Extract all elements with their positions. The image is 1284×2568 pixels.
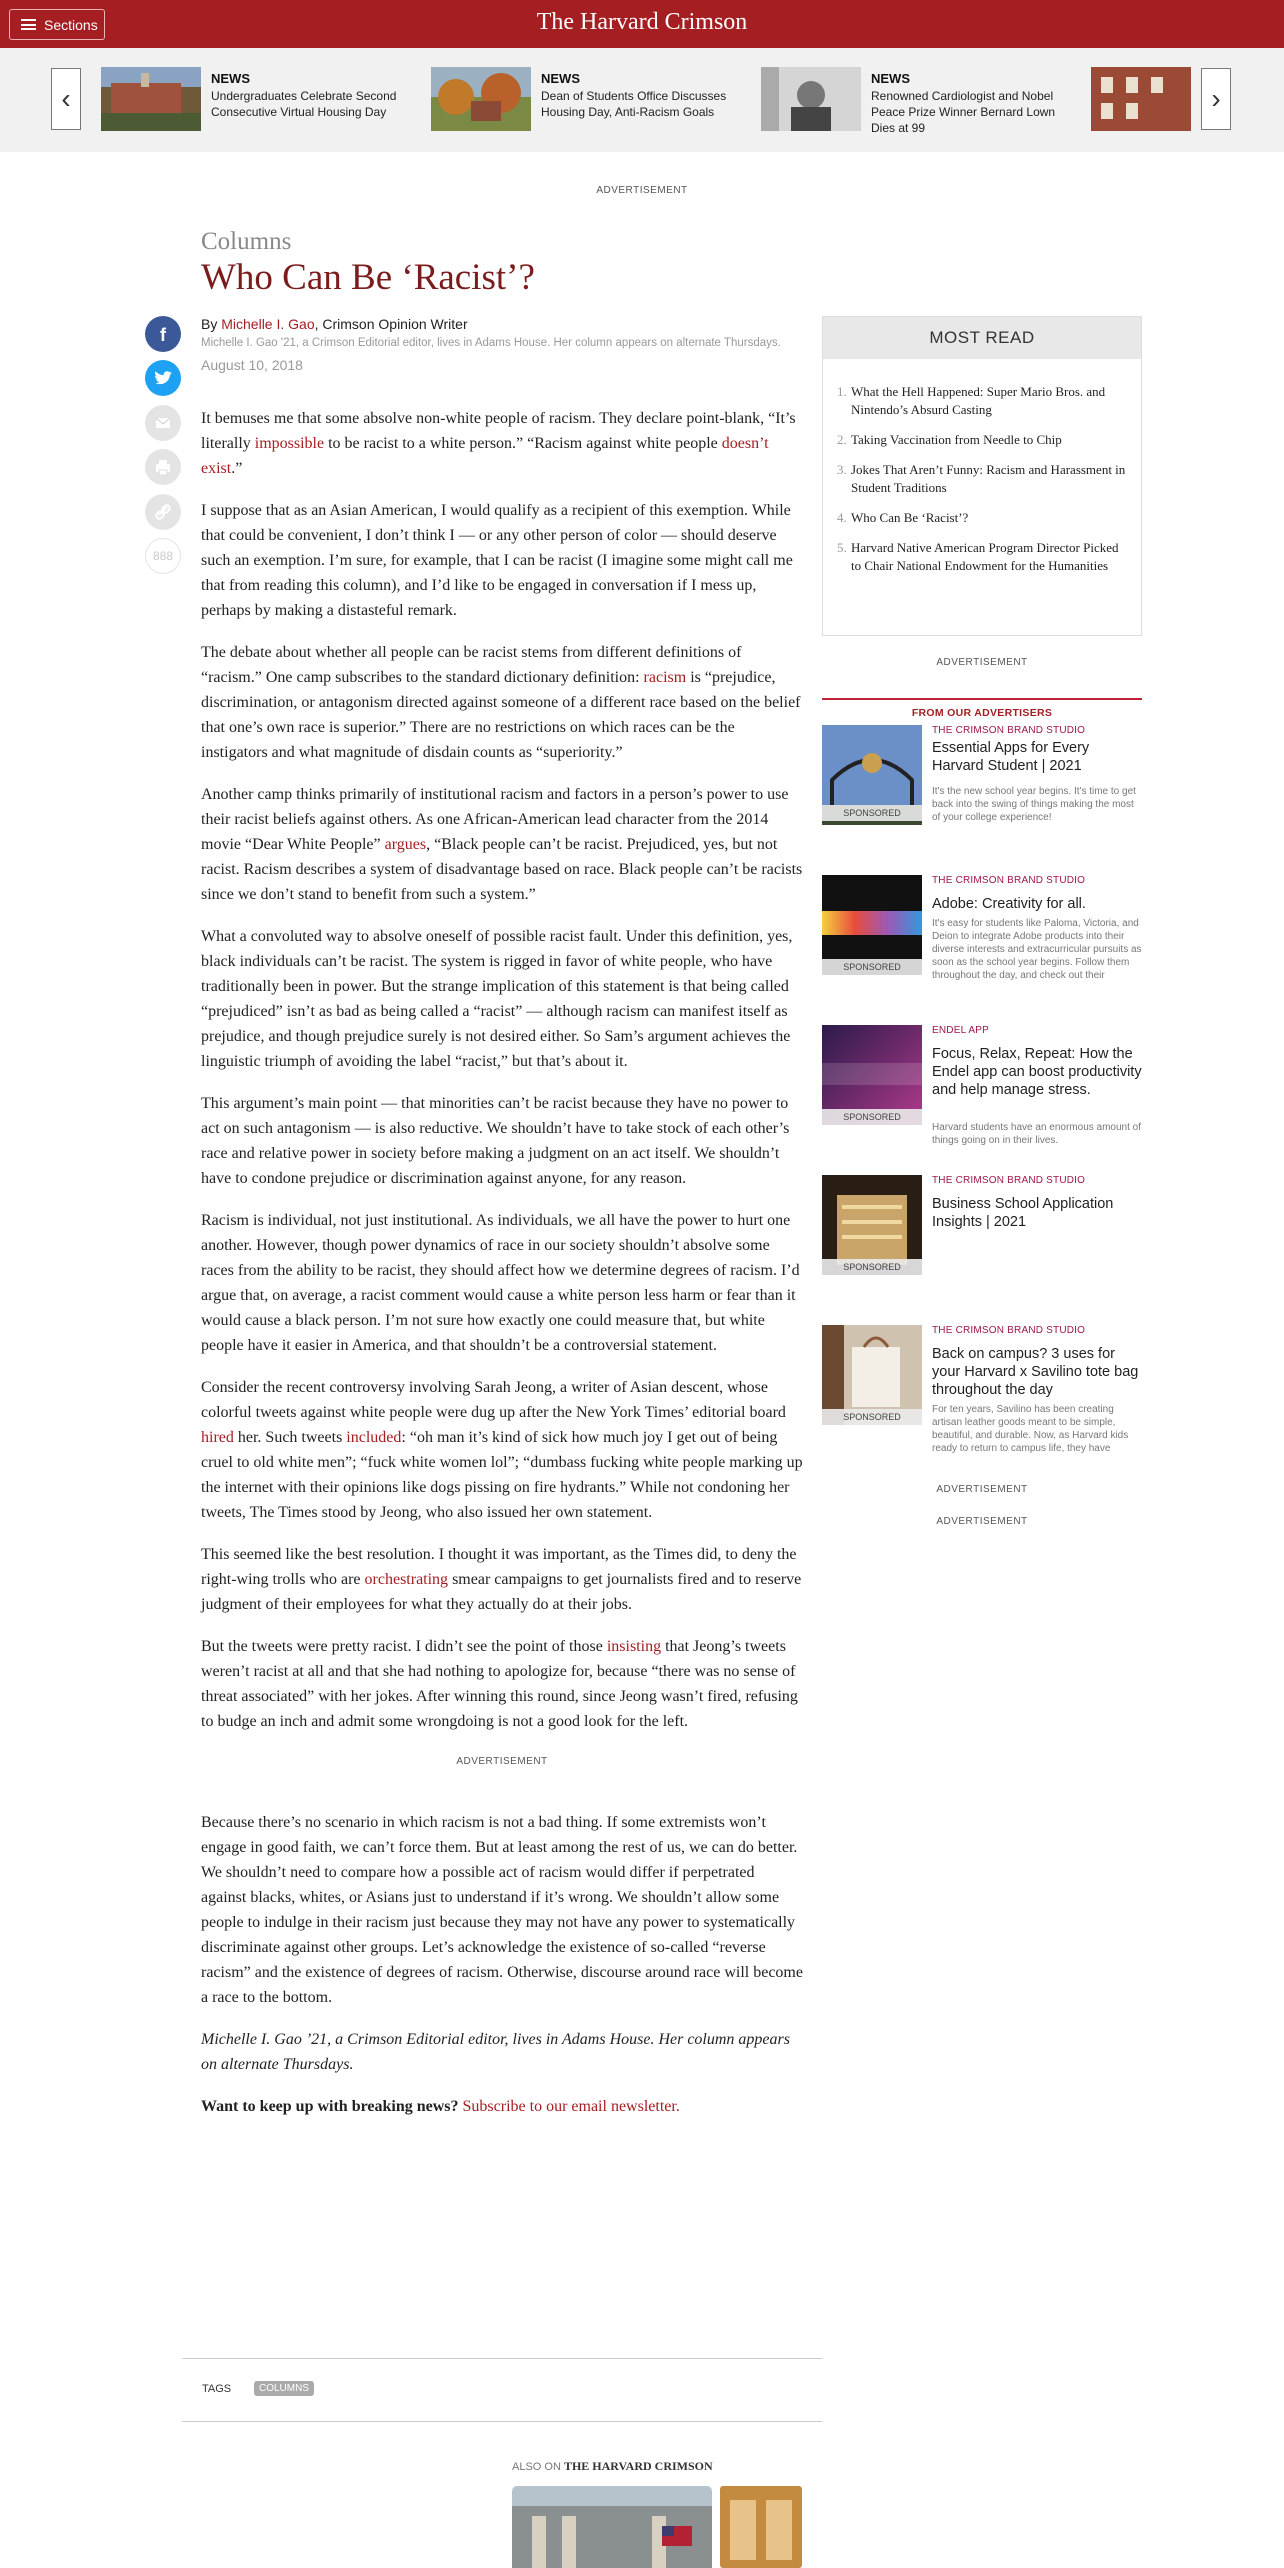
- publish-date: August 10, 2018: [201, 357, 303, 373]
- tag-columns[interactable]: COLUMNS: [254, 2381, 314, 2396]
- sponsored-item[interactable]: [822, 1325, 1142, 1465]
- sponsored-description: For ten years, Savilino has been creating artisan leather goods meant to be simple, beautiful, and durable. Now, as Harvard kids ready to return to campus life, they have: [932, 1404, 1129, 1454]
- inline-link[interactable]: included: [346, 1429, 402, 1446]
- also-on-thumbnail[interactable]: [720, 2486, 802, 2568]
- share-facebook-button[interactable]: [145, 316, 181, 352]
- most-read-panel: [822, 316, 1142, 636]
- carousel-item[interactable]: [101, 67, 421, 131]
- most-read-item[interactable]: 1. What the Hell Happened: Super Mario Bros. and Nintendo’s Absurd Casting: [837, 384, 1106, 417]
- most-read-item[interactable]: 2. Taking Vaccination from Needle to Chip: [837, 432, 1062, 447]
- carousel-title: Undergraduates Celebrate Second Consecutive Virtual Housing Day: [211, 89, 397, 119]
- author-endnote: Michelle I. Gao ’21, a Crimson Editorial editor, lives in Adams House. Her column appears on alternate Thursdays.: [201, 2031, 790, 2073]
- inline-link[interactable]: orchestrating: [364, 1571, 449, 1588]
- svg-text:f: f: [160, 325, 166, 345]
- inline-link[interactable]: racism: [643, 669, 687, 686]
- sponsor-source: ENDEL APP: [932, 1025, 990, 1036]
- carousel-item[interactable]: [761, 67, 1081, 135]
- author-link[interactable]: Michelle I. Gao: [221, 316, 315, 332]
- inline-link[interactable]: argues: [384, 836, 427, 853]
- also-on-thumbnail[interactable]: [512, 2486, 712, 2568]
- sponsor-source: THE CRIMSON BRAND STUDIO: [932, 875, 1086, 886]
- byline: [201, 316, 801, 373]
- share-link-button[interactable]: [145, 494, 181, 530]
- tags-label: TAGS: [202, 2383, 232, 2395]
- newsletter-link[interactable]: Subscribe to our email newsletter.: [462, 2098, 680, 2115]
- carousel-section: NEWS: [211, 71, 250, 86]
- paragraph: The debate about whether all people can be racist stems from different definitions of “racism.” One camp subscribes to the standard dictionary definition: racism is “prejudice, discrimination, or antagonism directed against someone of a different race based on the belief that one’s own race is superior.” There are no restrictions on which races can be the instigators and what magnitude of disdain counts as “superiority.”: [201, 644, 801, 761]
- paragraph: This argument’s main point — that minorities can’t be racist because they have no power to act on such antagonism — is also reductive. We shouldn’t have to take stock of each other’s race and relative power in society before making a judgment on an act itself. We shouldn’t have to condone prejudice or discrimination against anyone, for any reason.: [201, 1095, 790, 1187]
- ad-label-inline: ADVERTISEMENT: [456, 1756, 548, 1767]
- most-read-item[interactable]: 4. Who Can Be ‘Racist’?: [837, 510, 969, 525]
- paragraph: I suppose that as an Asian American, I would qualify as a recipient of this exemption. While that could be convenient, I don’t think I — or any other person of color — should deserve such an exemption. I’m sure, for example, that I can be racist (I imagine some might call me that from reading this column), and I’d like to be engaged in conversation if I mess up, perhaps by making a distasteful remark.: [201, 502, 793, 619]
- top-navigation-bar: [0, 0, 1284, 48]
- paragraph: Because there’s no scenario in which racism is not a bad thing. If some extremists won’t engage in good faith, we can’t force them. But at least among the rest of us, we can do better. We shouldn’t need to compare how a possible act of racism would differ if perpetrated against blacks, whites, or Asians just to understand if it’s wrong. We shouldn’t allow some people to indulge in their racism just because they may not have any power to systematically discriminate against other groups. Let’s acknowledge the existence of so-called “reverse racism” and the existence of degrees of racism. Otherwise, discourse around race will become a race to the bottom.: [201, 1814, 803, 2006]
- sponsored-description: It's easy for students like Paloma, Victoria, and Deion to integrate Adobe products into their diverse interests and extracurricular pursuits as soon as the school year begins. Follow them throughout the day, and check out their: [932, 918, 1142, 981]
- carousel-title: Dean of Students Office Discusses Housing Day, Anti-Racism Goals: [541, 89, 727, 119]
- chevron-left-icon[interactable]: ‹: [51, 68, 81, 130]
- author-role: , Crimson Opinion Writer: [314, 316, 468, 332]
- newsletter-cta: Want to keep up with breaking news? Subscribe to our email newsletter.: [201, 2098, 680, 2115]
- carousel-section: NEWS: [541, 71, 580, 86]
- carousel-thumbnail: [761, 67, 861, 131]
- inline-link[interactable]: doesn’t exist: [201, 435, 769, 477]
- article-body: [201, 406, 803, 2136]
- facebook-icon: [145, 316, 181, 352]
- carousel-title: Renowned Cardiologist and Nobel Peace Prize Winner Bernard Lown Dies at 99: [871, 89, 1056, 135]
- carousel-thumbnail: [431, 67, 531, 131]
- byline-prefix: By: [201, 316, 222, 332]
- article-section-kicker[interactable]: Columns: [201, 228, 292, 255]
- sponsored-badge: SPONSORED: [822, 1259, 922, 1275]
- paragraph: But the tweets were pretty racist. I didn’t see the point of those insisting that Jeong’s tweets weren’t racist at all and that she had nothing to apologize for, because “there was no sense of threat associated” with her jokes. After winning this round, since Jeong wasn’t fired, refusing to budge an inch and admit some wrongdoing is not a good look for the left.: [201, 1638, 798, 1730]
- sponsored-badge: SPONSORED: [822, 1109, 922, 1125]
- news-carousel: [0, 48, 1284, 152]
- paragraph: Another camp thinks primarily of institutional racism and factors in a person’s power to use their racist beliefs against others. As one African-American lead character from the 2014 movie “Dear White People” argues, “Black people can’t be racist. Prejudiced, yes, but not racist. Racism describes a system of disadvantage based on race. Black people can’t be racists since we don’t stand to benefit from such a system.”: [201, 786, 803, 903]
- carousel-item[interactable]: [1091, 67, 1201, 131]
- inline-link[interactable]: impossible: [254, 435, 325, 452]
- sponsored-badge: SPONSORED: [822, 1409, 922, 1425]
- link-icon: [145, 494, 181, 530]
- ad-label-top: ADVERTISEMENT: [596, 185, 688, 196]
- ad-label-rail: ADVERTISEMENT: [936, 1484, 1028, 1495]
- sponsor-source: THE CRIMSON BRAND STUDIO: [932, 725, 1086, 736]
- sponsored-title: Adobe: Creativity for all.: [932, 896, 1086, 912]
- carousel-item[interactable]: [431, 67, 751, 131]
- sponsored-badge: SPONSORED: [822, 805, 922, 821]
- print-icon: [145, 449, 181, 485]
- site-logo[interactable]: The Harvard Crimson: [536, 9, 748, 35]
- sponsored-title: Focus, Relax, Repeat: How the Endel app can boost productivity and help manage stress.: [932, 1046, 1142, 1098]
- sponsored-item[interactable]: [822, 1175, 1142, 1315]
- ad-label-rail: ADVERTISEMENT: [936, 657, 1028, 668]
- most-read-item[interactable]: 5. Harvard Native American Program Director Picked to Chair National Endowment for the Humanities: [837, 540, 1119, 573]
- chevron-right-icon[interactable]: ›: [1201, 68, 1231, 130]
- share-print-button[interactable]: [145, 449, 181, 485]
- sponsor-source: THE CRIMSON BRAND STUDIO: [932, 1175, 1086, 1186]
- sponsored-description: It's the new school year begins. It's time to get back into the swing of things making the most of your college experience!: [932, 786, 1136, 823]
- paragraph: Consider the recent controversy involving Sarah Jeong, a writer of Asian descent, whose colorful tweets against white people were dug up after the New York Times’ editorial board hired her. Such tweets included: “oh man it’s kind of sick how much joy I get out of being cruel to old white men”; “fuck white women lol”; “dumbass fucking white people marking up the internet with their opinions like dogs pissing on fire hydrants.” While not condoning her tweets, The Times stood by Jeong, who also issued her own statement.: [201, 1379, 803, 1521]
- sponsor-source: THE CRIMSON BRAND STUDIO: [932, 1325, 1086, 1336]
- sponsored-item[interactable]: [822, 725, 1142, 865]
- sponsored-item[interactable]: [822, 875, 1142, 1015]
- carousel-thumbnail: [1091, 67, 1191, 131]
- sponsored-description: Harvard students have an enormous amount of things going on in their lives.: [932, 1122, 1142, 1146]
- share-count: 888: [145, 538, 181, 574]
- ad-label-rail: ADVERTISEMENT: [936, 1516, 1028, 1527]
- twitter-icon: [145, 360, 181, 396]
- advertisers-heading: FROM OUR ADVERTISERS: [822, 698, 1142, 719]
- sponsored-item[interactable]: [822, 1025, 1142, 1165]
- paragraph: It bemuses me that some absolve non-white people of racism. They declare point-blank, “It’s literally impossible to be racist to a white person.” “Racism against white people doesn’t exist.”: [201, 410, 796, 477]
- sponsored-title: Back on campus? 3 uses for your Harvard x Savilino tote bag throughout the day: [932, 1346, 1139, 1398]
- author-bio: Michelle I. Gao '21, a Crimson Editorial editor, lives in Adams House. Her column appears on alternate Thursdays.: [201, 337, 781, 349]
- most-read-heading: MOST READ: [823, 317, 1141, 359]
- share-email-button[interactable]: [145, 405, 181, 441]
- tags-bar: [182, 2358, 822, 2422]
- most-read-item[interactable]: 3. Jokes That Aren’t Funny: Racism and Harassment in Student Traditions: [837, 462, 1126, 495]
- paragraph: This seemed like the best resolution. I thought it was important, as the Times did, to deny the right-wing trolls who are orchestrating smear campaigns to get journalists fired and to reserve judgment of their employees for what they actually do at their jobs.: [201, 1546, 802, 1613]
- email-icon: [145, 405, 181, 441]
- sections-label: Sections: [44, 16, 98, 33]
- paragraph: Racism is individual, not just institutional. As individuals, we all have the power to hurt one another. However, though power dynamics of race in our society shouldn’t absolve some races from the ability to be racist, they should affect how we determine degrees of racism. I’d argue that, on average, a racist comment would cause a white person less harm or fear than it would cause a black person. I’m not sure how exactly one could measure that, but white people have it easier in America, and that shouldn’t be a controversial statement.: [201, 1212, 800, 1354]
- sponsored-title: Business School Application Insights | 2021: [932, 1196, 1114, 1230]
- sponsored-badge: SPONSORED: [822, 959, 922, 975]
- carousel-section: NEWS: [871, 71, 910, 86]
- sponsored-title: Essential Apps for Every Harvard Student | 2021: [932, 740, 1090, 774]
- paragraph: What a convoluted way to absolve oneself of possible racist fault. Under this definition, yes, black individuals can’t be racist. The system is rigged in favor of white people, who have traditionally been in power. But the strange implication of this statement is that being called “prejudiced” isn’t as bad as being called a “racist” — although racism can manifest itself as prejudice, and though prejudice surely is not desired either. So Sam’s argument achieves the linguistic triumph of avoiding the label “racist,” but that’s about it.: [201, 928, 793, 1070]
- carousel-thumbnail: [101, 67, 201, 131]
- article-title: Who Can Be ‘Racist’?: [201, 257, 535, 298]
- also-on-heading: ALSO ON THE HARVARD CRIMSON: [512, 2459, 713, 2473]
- inline-link[interactable]: insisting: [606, 1638, 662, 1655]
- inline-link[interactable]: hired: [201, 1429, 234, 1446]
- share-twitter-button[interactable]: [145, 360, 181, 396]
